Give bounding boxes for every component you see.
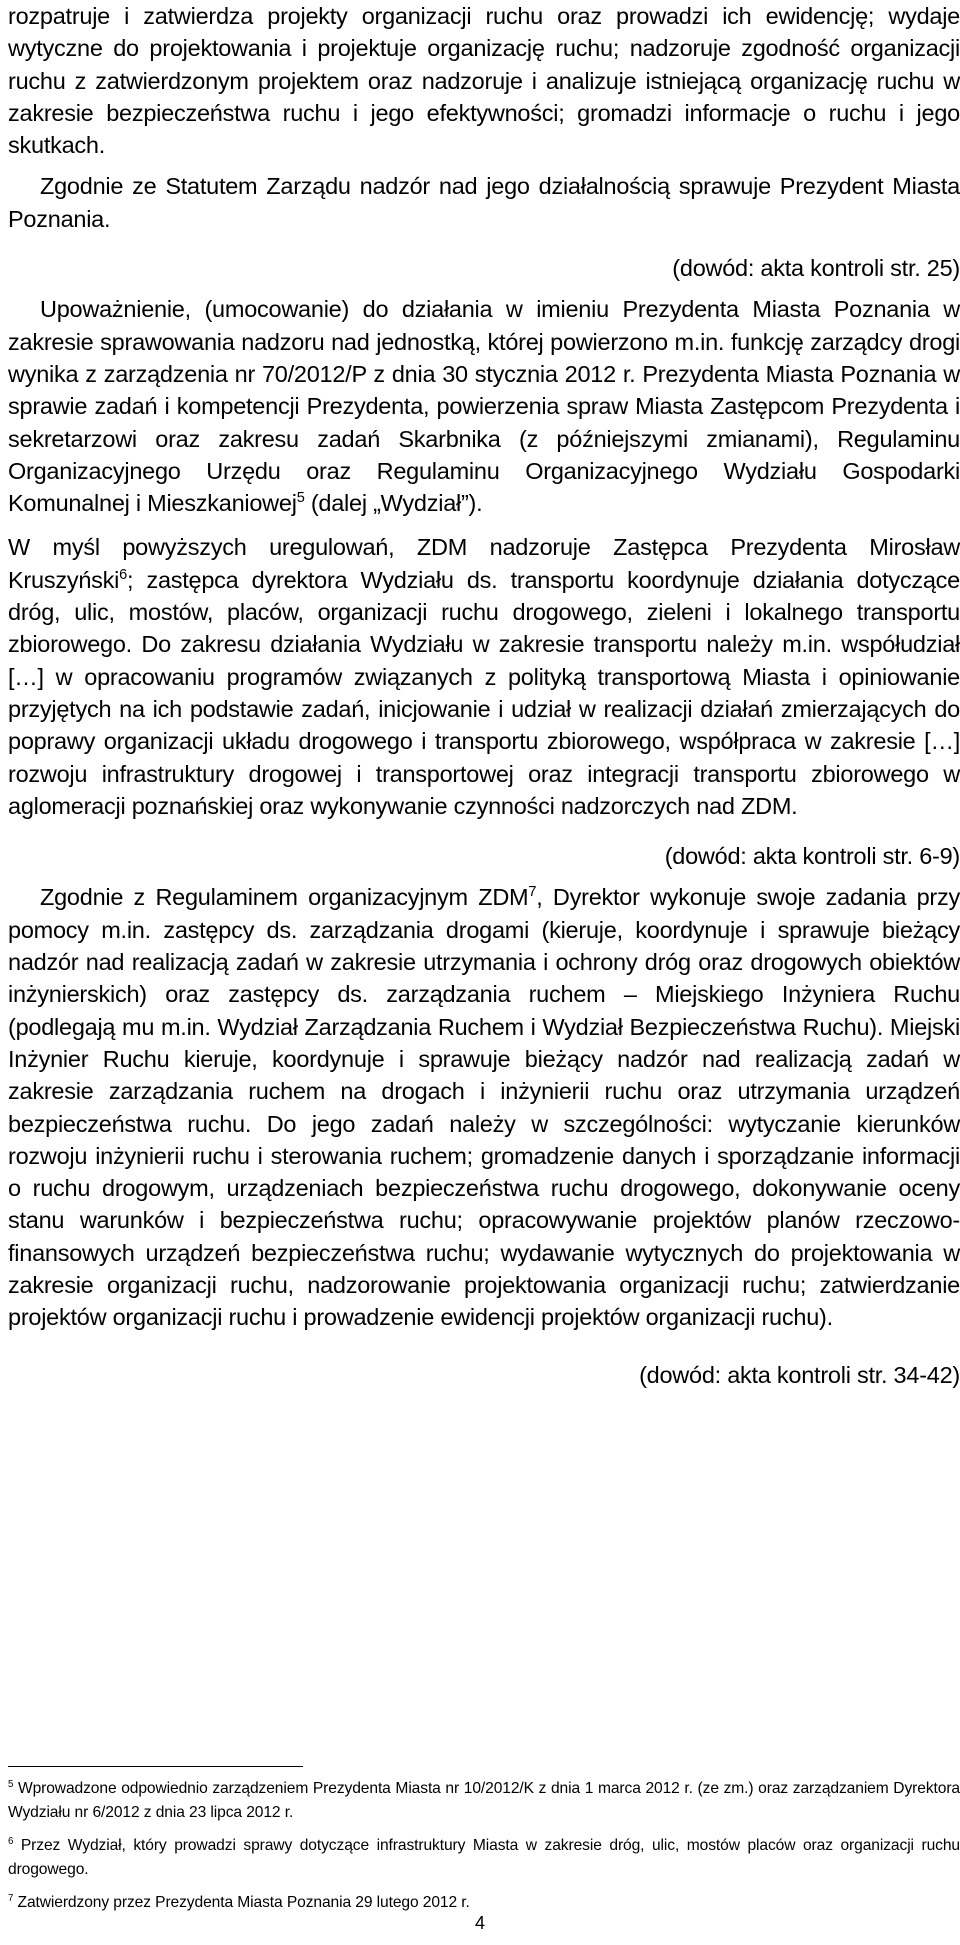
footnote-mark: 7	[528, 884, 537, 901]
footnote	[8, 1834, 960, 1882]
paragraph-text: (dalej „Wydział”).	[310, 490, 483, 517]
footnote-text: Przez Wydział, który prowadzi sprawy dotyczące infrastruktury Miasta w zakresie dróg, ulic, mostów placów oraz organizacji ruchu drogowego.	[8, 1837, 960, 1878]
footnote-mark: 5	[296, 490, 305, 507]
footnote-text: Zatwierdzony przez Prezydenta Miasta Poznania 29 lutego 2012 r.	[17, 1894, 470, 1911]
evidence-reference: (dowód: akta kontroli str. 6-9)	[664, 843, 960, 870]
page-number: 4	[474, 1913, 485, 1933]
paragraph: Zgodnie ze Statutem Zarządu nadzór nad jego działalnością sprawuje Prezydent Miasta Poznania.	[8, 173, 960, 232]
evidence-reference: (dowód: akta kontroli str. 34-42)	[639, 1361, 960, 1388]
footnote-number: 5	[8, 1779, 14, 1791]
footnote	[8, 1777, 960, 1825]
paragraph-text: W myśl powyższych uregulowań, ZDM nadzoruje Zastępca Prezydenta Mirosław Kruszyński	[8, 534, 960, 593]
footnote-number: 6	[8, 1836, 14, 1848]
paragraph-text: ; zastępca dyrektora Wydziału ds. transportu koordynuje działania dotyczące dróg, ulic, mostów, placów, organizacji ruchu drogowego, zieleni i lokalnego transportu zbiorowego. Do zakresu działania Wydziału w zakresie transportu należy m.in. współudział […] w opracowaniu programów związanych z polityką transportową Miasta i opiniowanie przyjętych na ich podstawie zadań, inicjowanie i udział w realizacji działań zmierzających do poprawy organizacji układu drogowego i transportu zbiorowego, współpraca w zakresie […] rozwoju infrastruktury drogowej i transportowej oraz integracji transportu zbiorowego w aglomeracji poznańskiej oraz wykonywanie czynności nadzorczych nad ZDM.	[8, 566, 960, 819]
paragraph-text: , Dyrektor wykonuje swoje zadania przy pomocy m.in. zastępcy ds. zarządzania drogami (kieruje, koordynuje i sprawuje bieżący nadzór nad realizacją zadań w zakresie utrzymania i ochrony dróg oraz drogowych obiektów inżynierskich) oraz zastępcy ds. zarządzania ruchem – Miejskiego Inżyniera Ruchu (podlegają mu m.in. Wydział Zarządzania Ruchem i Wydział Bezpieczeństwa Ruchu). Miejski Inżynier Ruchu kieruje, koordynuje i sprawuje bieżący nadzór nad realizacją zadań w zakresie zarządzania ruchem na drogach i inżynierii ruchu oraz utrzymania urządzeń bezpieczeństwa ruchu. Do jego zadań należy w szczególności: wytyczanie kierunków rozwoju inżynierii ruchu i sterowania ruchem; gromadzenie danych i sporządzanie informacji o ruchu drogowym, urządzeniach bezpieczeństwa ruchu drogowego, dokonywanie oceny stanu warunków i bezpieczeństwa ruchu; opracowywanie projektów planów rzeczowo-finansowych urządzeń bezpieczeństwa ruchu; wydawanie wytycznych do projektowania w zakresie organizacji ruchu, nadzorowanie projektowania organizacji ruchu; zatwierdzanie projektów organizacji ruchu i prowadzenie ewidencji projektów organizacji ruchu).	[8, 884, 960, 1331]
paragraph	[8, 293, 960, 519]
footnote-text: Wprowadzone odpowiednio zarządzeniem Prezydenta Miasta nr 10/2012/K z dnia 1 marca 2012 r. (ze zm.) oraz zarządzaniem Dyrektora Wydziału nr 6/2012 z dnia 23 lipca 2012 r.	[8, 1780, 960, 1821]
body-text	[8, 0, 960, 1391]
footnotes	[8, 1777, 960, 1924]
footnote-separator	[8, 1766, 303, 1767]
paragraph	[8, 881, 960, 1333]
paragraph: rozpatruje i zatwierdza projekty organizacji ruchu oraz prowadzi ich ewidencję; wydaje wytyczne do projektowania i projektuje organizację ruchu; nadzoruje zgodność organizacji ruchu z zatwierdzonym projektem oraz nadzoruje i analizuje istniejącą organizację ruchu w zakresie bezpieczeństwa ruchu i jego efektywności; gromadzi informacje o ruchu i jego skutkach.	[8, 3, 960, 159]
evidence-reference: (dowód: akta kontroli str. 25)	[672, 255, 960, 282]
paragraph-text: Zgodnie z Regulaminem organizacyjnym ZDM	[40, 884, 529, 911]
footnote-number: 7	[8, 1893, 14, 1905]
paragraph-text: Upoważnienie, (umocowanie) do działania w imieniu Prezydenta Miasta Poznania w zakresie sprawowania nadzoru nad jednostką, której powierzono m.in. funkcję zarządcy drogi wynika z zarządzenia nr 70/2012/P z dnia 30 stycznia 2012 r. Prezydenta Miasta Poznania w sprawie zadań i kompetencji Prezydenta, powierzenia spraw Miasta Zastępcom Prezydenta i sekretarzowi oraz zakresu zadań Skarbnika (z późniejszymi zmianami), Regulaminu Organizacyjnego Urzędu oraz Regulaminu Organizacyjnego Wydziału Gospodarki Komunalnej i Mieszkaniowej	[8, 296, 960, 517]
paragraph	[8, 531, 960, 822]
footnote	[8, 1891, 960, 1915]
footnote-mark: 6	[119, 566, 127, 583]
